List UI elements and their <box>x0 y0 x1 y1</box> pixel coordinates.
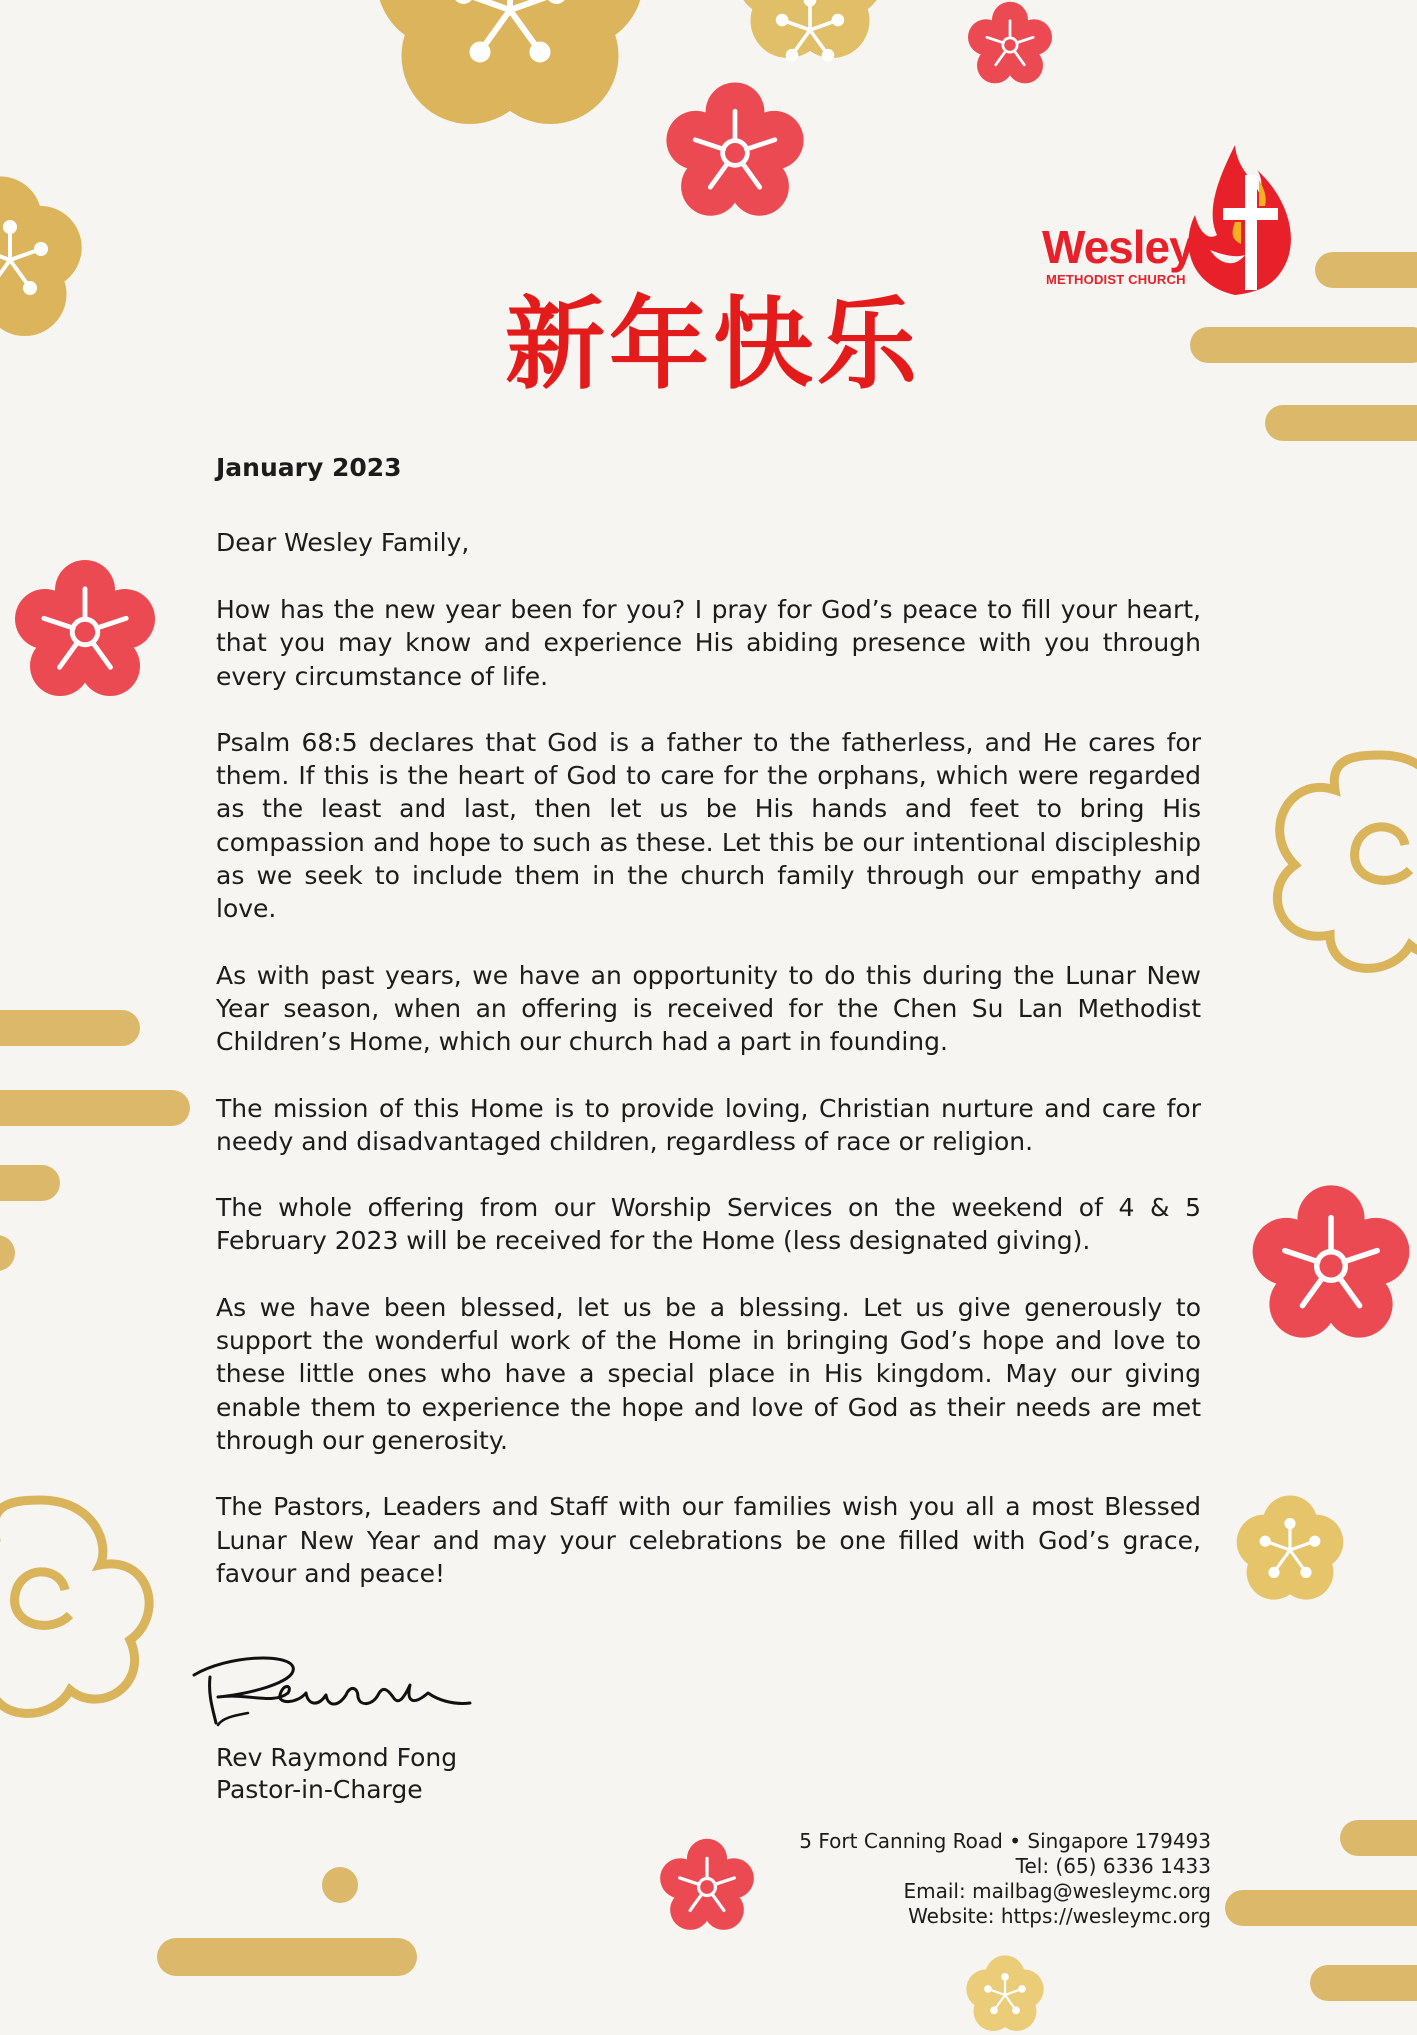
email[interactable]: Email: mailbag@wesleymc.org <box>903 1879 1211 1903</box>
paragraph: Psalm 68:5 declares that God is a father to the fatherless, and He cares for them. If this is the heart of God to care for the orphans, which were regarded as the least and last, then let us be His hands and feet to bring His compassion and hope to such as these. Let this be our intentional discipleship as we seek to include them in the church family through our empathy and love. <box>216 727 1201 924</box>
paragraph: The mission of this Home is to provide loving, Christian nurture and care for needy and disadvantaged children, regardless of race or religion. <box>216 1093 1201 1156</box>
outline-flower-decoration <box>0 1465 170 1725</box>
paragraph: How has the new year been for you? I pray for God’s peace to fill your heart, that you may know and experience His abiding presence with you through every circumstance of life. <box>216 595 1201 691</box>
letter-body <box>216 450 1201 1590</box>
gold-flower-decoration <box>1225 1485 1355 1615</box>
gold-cloud-decoration <box>155 1860 425 2005</box>
red-flower-decoration <box>660 78 810 228</box>
red-flower-decoration <box>955 0 1065 100</box>
handwritten-signature <box>188 1645 478 1730</box>
paragraph: The whole offering from our Worship Services on the weekend of 4 & 5 February 2023 will be received for the Home (less designated giving). <box>216 1193 1201 1256</box>
paragraph: As with past years, we have an opportunity to do this during the Lunar New Year season, when an offering is received for the Chen Su Lan Methodist Children’s Home, which our church had a part in founding. <box>216 960 1201 1057</box>
signatory-name: Rev Raymond Fong <box>216 1743 458 1772</box>
logo-subtitle: METHODIST CHURCH <box>1046 272 1186 287</box>
gold-cloud-decoration <box>0 1005 200 1275</box>
salutation: Dear Wesley Family, <box>216 528 470 557</box>
website[interactable]: Website: https://wesleymc.org <box>908 1904 1211 1928</box>
address: 5 Fort Canning Road • Singapore 179493 <box>799 1829 1211 1853</box>
red-flower-decoration <box>1245 1180 1417 1352</box>
outline-flower-decoration <box>1250 720 1417 980</box>
paragraph: The Pastors, Leaders and Staff with our families wish you all a most Blessed Lunar New Year and may your celebrations be one filled with God’s grace, favour and peace! <box>216 1492 1201 1588</box>
flame-cross-icon <box>1175 140 1300 300</box>
gold-cloud-decoration <box>1220 1815 1417 2005</box>
telephone: Tel: (65) 6336 1433 <box>1015 1854 1211 1878</box>
logo-wordmark: Wesley <box>1042 221 1194 273</box>
signatory-title: Pastor-in-Charge <box>216 1775 423 1804</box>
letter-date: January 2023 <box>216 453 402 482</box>
contact-block <box>799 1829 1211 1929</box>
gold-flower-decoration <box>0 150 100 370</box>
chinese-new-year-greeting: 新年快乐 <box>505 286 921 403</box>
red-flower-decoration <box>8 555 163 710</box>
red-flower-decoration <box>655 1835 760 1940</box>
paragraph: As we have been blessed, let us be a blessing. Let us give generously to support the wonderful work of the Home in bringing God’s hope and love to these little ones who have a special place in His kingdom. May our giving enable them to experience the hope and love of God as their needs are met through our generosity. <box>216 1292 1201 1455</box>
gold-flower-decoration <box>720 0 900 80</box>
gold-flower-decoration <box>330 0 690 150</box>
gold-flower-decoration <box>945 1955 1065 2035</box>
church-logo <box>1040 140 1300 300</box>
